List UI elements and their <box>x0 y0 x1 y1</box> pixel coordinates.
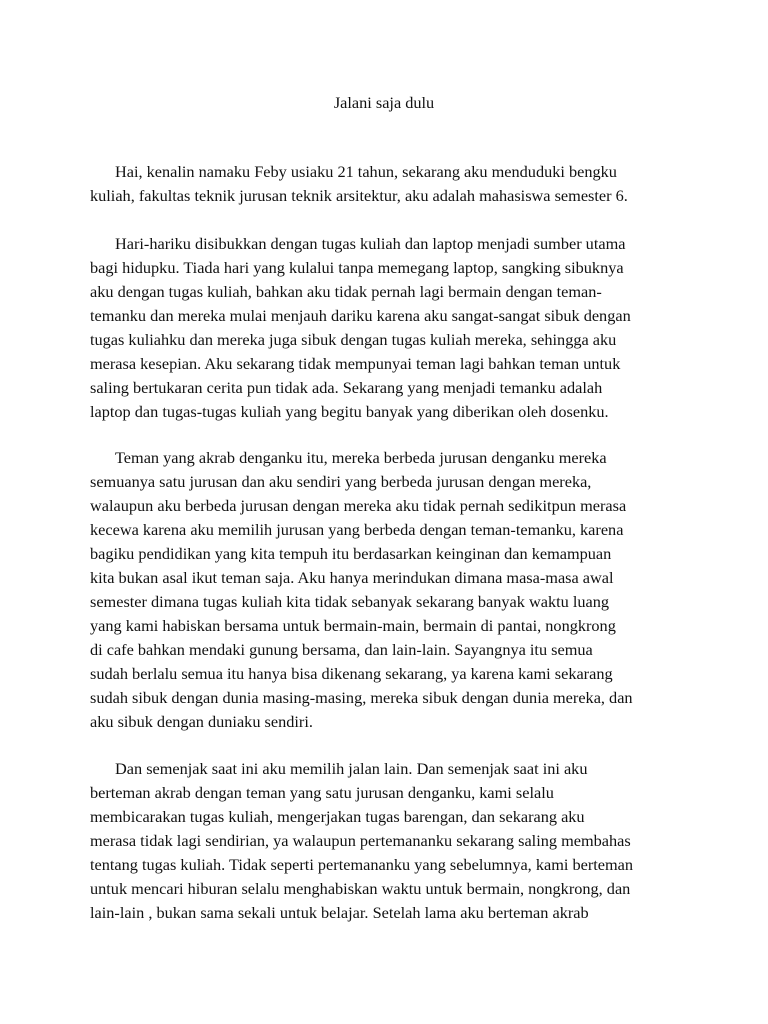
paragraph-line: tugas kuliahku dan mereka juga sibuk dengan tugas kuliah mereka, sehingga aku <box>90 330 617 349</box>
paragraph-line: Hari-hariku disibukkan dengan tugas kuliah dan laptop menjadi sumber utama <box>115 234 626 253</box>
paragraph-2 <box>90 232 730 424</box>
paragraph-line: yang kami habiskan bersama untuk bermain-main, bermain di pantai, nongkrong <box>90 616 616 635</box>
paragraph-line: sudah sibuk dengan dunia masing-masing, mereka sibuk dengan dunia mereka, dan <box>90 688 633 707</box>
paragraph-line: bagi hidupku. Tiada hari yang kulalui tanpa memegang laptop, sangking sibuknya <box>90 258 624 277</box>
paragraph-line: membicarakan tugas kuliah, mengerjakan tugas barengan, dan sekarang aku <box>90 807 585 826</box>
paragraph-line: merasa kesepian. Aku sekarang tidak mempunyai teman lagi bahkan teman untuk <box>90 354 621 373</box>
paragraph-line: kecewa karena aku memilih jurusan yang berbeda dengan teman-temanku, karena <box>90 520 624 539</box>
paragraph-line: Dan semenjak saat ini aku memilih jalan lain. Dan semenjak saat ini aku <box>115 759 588 778</box>
paragraph-line: aku sibuk dengan duniaku sendiri. <box>90 712 313 731</box>
paragraph-line: lain-lain , bukan sama sekali untuk belajar. Setelah lama aku berteman akrab <box>90 903 589 922</box>
paragraph-line: semuanya satu jurusan dan aku sendiri yang berbeda jurusan dengan mereka, <box>90 472 592 491</box>
paragraph-4 <box>90 757 730 925</box>
paragraph-line: aku dengan tugas kuliah, bahkan aku tidak pernah lagi bermain dengan teman- <box>90 282 602 301</box>
paragraph-line: Teman yang akrab denganku itu, mereka berbeda jurusan denganku mereka <box>115 448 607 467</box>
paragraph-line: laptop dan tugas-tugas kuliah yang begitu banyak yang diberikan oleh dosenku. <box>90 402 609 421</box>
paragraph-line: merasa tidak lagi sendirian, ya walaupun pertemananku sekarang saling membahas <box>90 831 631 850</box>
paragraph-line: berteman akrab dengan teman yang satu jurusan denganku, kami selalu <box>90 783 554 802</box>
paragraph-line: di cafe bahkan mendaki gunung bersama, dan lain-lain. Sayangnya itu semua <box>90 640 593 659</box>
paragraph-line: bagiku pendidikan yang kita tempuh itu berdasarkan keinginan dan kemampuan <box>90 544 612 563</box>
paragraph-line: walaupun aku berbeda jurusan dengan mereka aku tidak pernah sedikitpun merasa <box>90 496 627 515</box>
paragraph-line: saling bertukaran cerita pun tidak ada. Sekarang yang menjadi temanku adalah <box>90 378 603 397</box>
paragraph-3 <box>90 446 730 734</box>
paragraph-line: temanku dan mereka mulai menjauh dariku karena aku sangat-sangat sibuk dengan <box>90 306 631 325</box>
paragraph-1 <box>90 160 730 208</box>
document-title: Jalani saja dulu <box>333 93 435 112</box>
paragraph-line: Hai, kenalin namaku Feby usiaku 21 tahun, sekarang aku menduduki bengku <box>115 162 617 181</box>
paragraph-line: kuliah, fakultas teknik jurusan teknik arsitektur, aku adalah mahasiswa semester 6. <box>90 186 628 205</box>
paragraph-line: semester dimana tugas kuliah kita tidak sebanyak sekarang banyak waktu luang <box>90 592 610 611</box>
paragraph-line: sudah berlalu semua itu hanya bisa dikenang sekarang, ya karena kami sekarang <box>90 664 613 683</box>
paragraph-line: untuk mencari hiburan selalu menghabiskan waktu untuk bermain, nongkrong, dan <box>90 879 631 898</box>
paragraph-line: kita bukan asal ikut teman saja. Aku hanya merindukan dimana masa-masa awal <box>90 568 614 587</box>
paragraph-line: tentang tugas kuliah. Tidak seperti pertemananku yang sebelumnya, kami berteman <box>90 855 634 874</box>
